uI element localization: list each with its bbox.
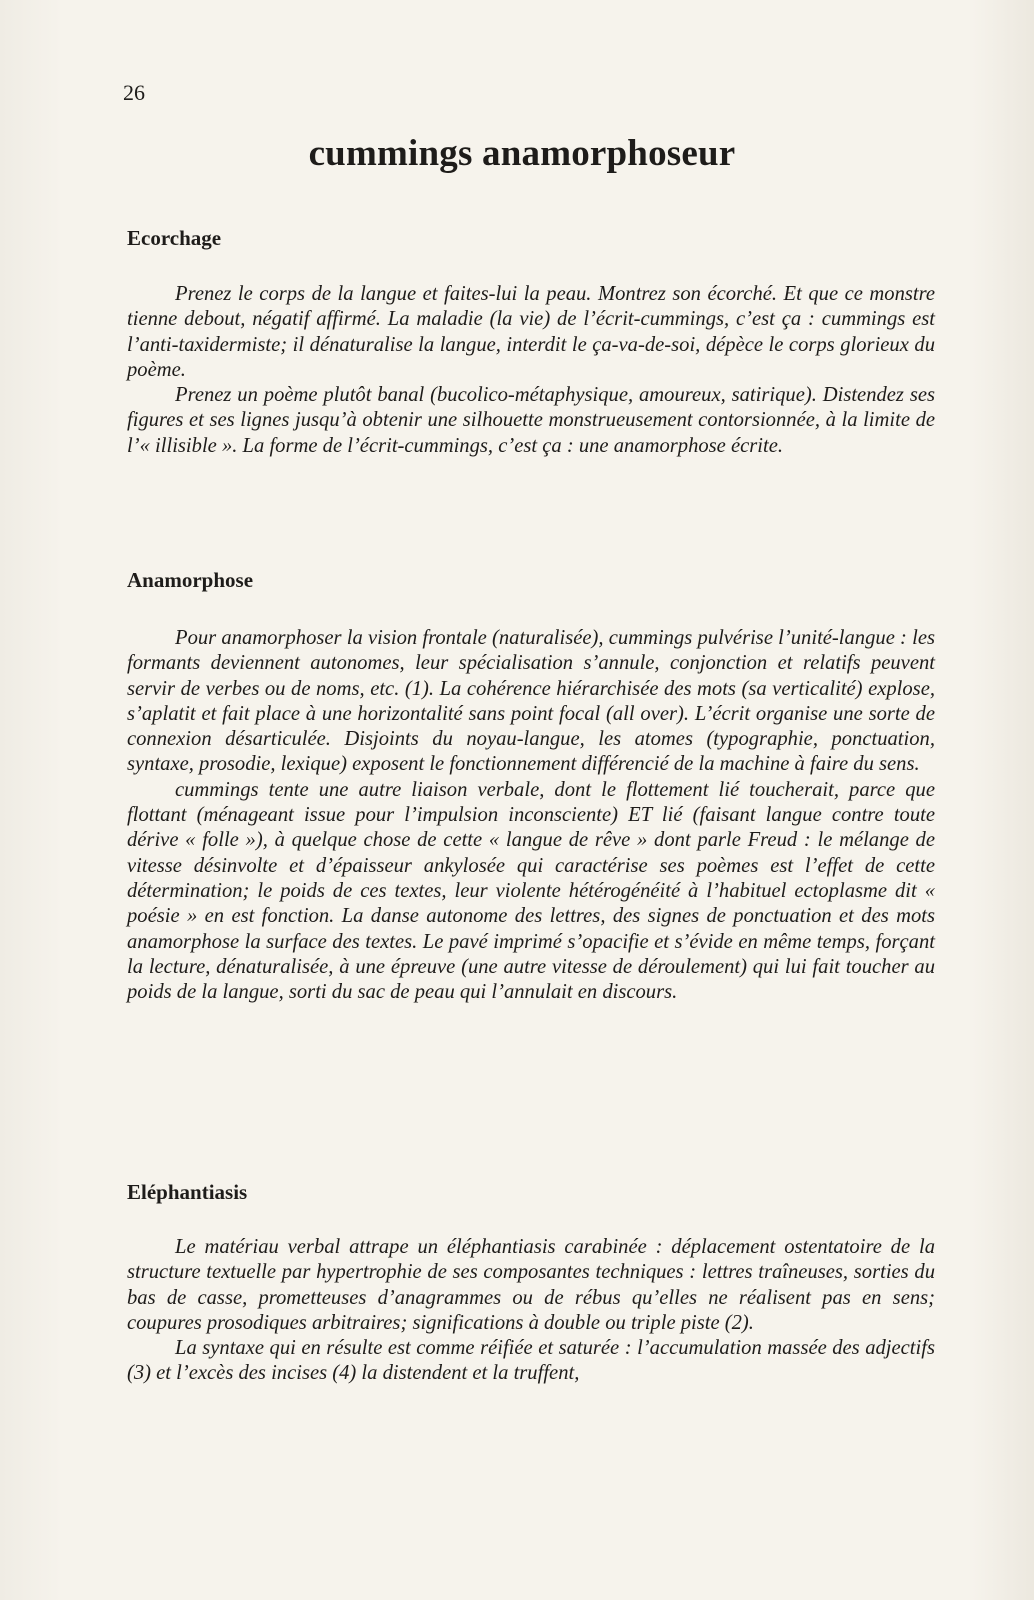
section-body [127, 282, 935, 459]
section-heading: Eléphantiasis [127, 1180, 248, 1204]
paragraph: Pour anamorphoser la vision frontale (naturalisée), cummings pulvérise l’unité-langue : les formants deviennent autonomes, leur spécialisation s’annule, conjonction et relatifs peuvent servir de verbes ou de noms, etc. (1). La cohérence hiérarchisée des mots (sa verticalité) explose, s’aplatit et fait place à une horizontalité sans point focal (all over). L’écrit organise une sorte de connexion désarticulée. Disjoints du noyau-langue, les atomes (typographie, ponctuation, syntaxe, prosodie, lexique) exposent le fonctionnement différencié de la machine à faire du sens. [127, 627, 935, 776]
page-number: 26 [123, 80, 145, 105]
chapter-title: cummings anamorphoseur [308, 133, 736, 174]
paragraph: Prenez un poème plutôt banal (bucolico-métaphysique, amoureux, satirique). Distendez ses figures et ses lignes jusqu’à obtenir une silhouette monstrueusement contorsionnée, à la limite de l’« illisible ». La forme de l’écrit-cummings, c’est ça : une anamorphose écrite. [127, 384, 935, 457]
section-elephantiasis [127, 1180, 935, 1387]
section-ecorchage [127, 226, 935, 459]
section-body [127, 1235, 935, 1387]
paragraph: Prenez le corps de la langue et faites-lui la peau. Montrez son écorché. Et que ce monstre tienne debout, négatif affirmé. La maladie (la vie) de l’écrit-cummings, c’est ça : cummings est l’anti-taxidermiste; il dénaturalise la langue, interdit le ça-va-de-soi, dépèce le corps glorieux du poème. [127, 283, 935, 381]
paragraph: La syntaxe qui en résulte est comme réifiée et saturée : l’accumulation massée des adjectifs (3) et l’excès des incises (4) la distendent et la truffent, [127, 1337, 935, 1385]
section-heading: Ecorchage [127, 226, 222, 250]
section-anamorphose [127, 568, 935, 1005]
section-heading: Anamorphose [127, 568, 254, 592]
paragraph: cummings tente une autre liaison verbale, dont le flottement lié toucherait, parce que flottant (ménageant issue pour l’impulsion inconsciente) ET lié (faisant langue contre toute dérive « folle »), à quelque chose de cette « langue de rêve » dont parle Freud : le mélange de vitesse désinvolte et d’épaisseur ankylosée qui caractérise ses poèmes est l’effet de cette détermination; le poids de ces textes, leur violente hétérogénéité à l’habituel ectoplasme dit « poésie » en est fonction. La danse autonome des lettres, des signes de ponctuation et des mots anamorphose la surface des textes. Le pavé imprimé s’opacifie et s’évide en même temps, forçant la lecture, dénaturalisée, à une épreuve (une autre vitesse de déroulement) qui lui fait toucher au poids de la langue, sorti du sac de peau qui l’annulait en discours. [127, 778, 935, 1004]
section-body [127, 626, 935, 1005]
paragraph: Le matériau verbal attrape un éléphantiasis carabinée : déplacement ostentatoire de la structure textuelle par hypertrophie de ses composantes techniques : lettres traîneuses, sorties du bas de casse, prometteuses d’anagrammes ou de rébus qu’elles ne réalisent pas en sens; coupures prosodiques arbitraires; significations à double ou triple piste (2). [127, 1236, 935, 1334]
